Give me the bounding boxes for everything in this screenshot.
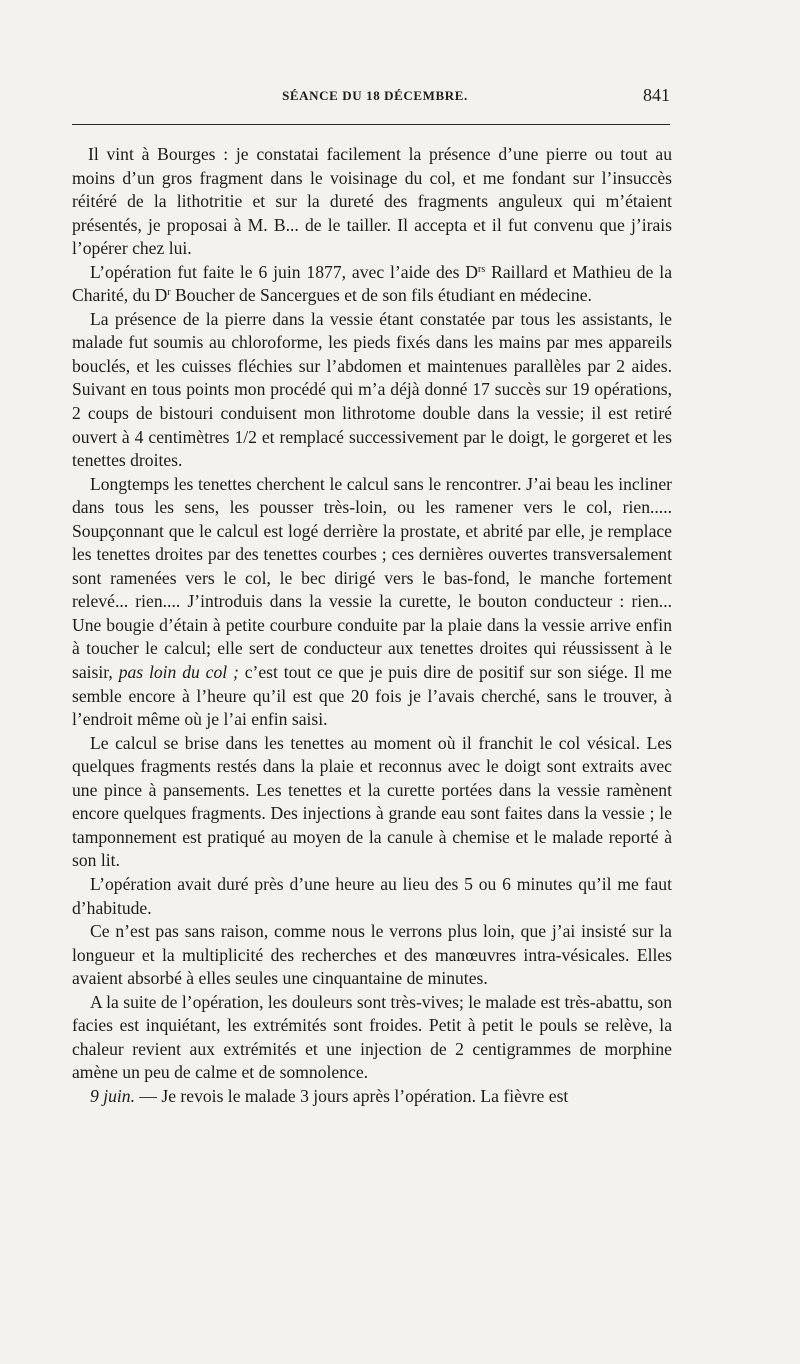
paragraph-1: Il vint à Bourges : je constatai facilement la présence d’une pierre ou tout au moins d’un gros fragment dans le voisinage du col, et me fondant sur l’insuccès réitéré de la lithotritie et sur la dureté des fragments anguleux qui m’étaient présentés, je proposai à M. B... de le tailler. Il accepta et il fut convenu que j’irais l’opérer chez lui. — [72, 144, 672, 259]
paragraph-9 — [72, 1085, 672, 1109]
italic-phrase: pas loin du col ; — [118, 662, 239, 683]
paragraph-5: Le calcul se brise dans les tenettes au moment où il franchit le col vésical. Les quelques fragments restés dans la plaie et reconnus avec le doigt sont extraits avec une pince à pansements. Les tenettes et la curette portées dans la vessie ramènent encore quelques fragments. Des injections à grande eau sont faites dans la vessie ; le tamponnement est pratiqué au moyen de la canule à chemise et le malade reporté à son lit. — [72, 732, 672, 871]
header-rule — [72, 124, 670, 125]
paragraph-2-part-c: Boucher de Sancergues et de son fils étudiant en médecine. — [170, 285, 592, 306]
running-title: SÉANCE DU 18 DÉCEMBRE. — [282, 88, 468, 103]
paragraph-2-part-a: L’opération fut faite le 6 juin 1877, avec l’aide des D — [90, 261, 479, 282]
page-header — [80, 85, 670, 114]
body-text — [72, 143, 672, 1108]
paragraph-4-part-a: Longtemps les tenettes cherchent le calcul sans le rencontrer. J’ai beau les incliner dans tous les sens, les pousser très-loin, ou les ramener vers le col, rien..... Soupçonnant que le calcul est logé derrière la prostate, et abrité par elle, je remplace les tenettes droites par des tenettes courbes ; ces dernières ouvertes transversalement sont ramenées vers le col, le bec dirigé vers le bas-fond, le manche fortement relevé... rien.... J’introduis dans la vessie la curette, le bouton conducteur : rien... Une bougie d’étain à petite courbure conduite par la plaie dans la vessie arrive enfin à toucher le calcul; elle sert de conducteur aux tenettes droites qui réussissent à le saisir, — [72, 473, 672, 683]
paragraph-3: La présence de la pierre dans la vessie étant constatée par tous les assistants, le malade fut soumis au chloroforme, les pieds fixés dans les mains par mes appareils bouclés, et les cuisses fléchies sur l’abdomen et maintenues parallèles par 2 aides. Suivant en tous points mon procédé qui m’a déjà donné 17 succès sur 19 opérations, 2 coups de bistouri conduisent mon lithrotome double dans la vessie; il est retiré ouvert à 4 centimètres 1/2 et remplacé successivement par le doigt, le gorgeret et les tenettes droites. — [72, 308, 672, 471]
paragraph-2 — [72, 261, 672, 308]
date-label: 9 juin. — [90, 1085, 135, 1106]
superscript-dr: r — [167, 287, 171, 299]
page-number: 841 — [643, 85, 670, 105]
superscript-drs: rs — [478, 263, 486, 275]
paragraph-2-part-b: Raillard et Mathieu de la Charité, du D — [72, 261, 673, 306]
paragraph-6: L’opération avait duré près d’une heure au lieu des 5 ou 6 minutes qu’il me faut d’habitude. — [72, 873, 672, 918]
paragraph-4-part-b: c’est tout ce que je puis dire de positif sur son siége. Il me semble encore à l’heure qu’il est que 20 fois je l’avais cherché, sans le trouver, à l’endroit même où je l’ai enfin saisi. — [72, 662, 672, 730]
paragraph-9-text: — Je revois le malade 3 jours après l’opération. La fièvre est — [134, 1085, 569, 1106]
paragraph-7: Ce n’est pas sans raison, comme nous le verrons plus loin, que j’ai insisté sur la longueur et la multiplicité des recherches et des manœuvres intra-vésicales. Elles avaient absorbé à elles seules une cinquantaine de minutes. — [72, 921, 672, 989]
paragraph-4 — [72, 473, 672, 732]
paragraph-8: A la suite de l’opération, les douleurs sont très-vives; le malade est très-abattu, son facies est inquiétant, les extrémités sont froides. Petit à petit le pouls se relève, la chaleur revient aux extrémités et une injection de 2 centigrammes de morphine amène un peu de calme et de somnolence. — [72, 991, 672, 1083]
